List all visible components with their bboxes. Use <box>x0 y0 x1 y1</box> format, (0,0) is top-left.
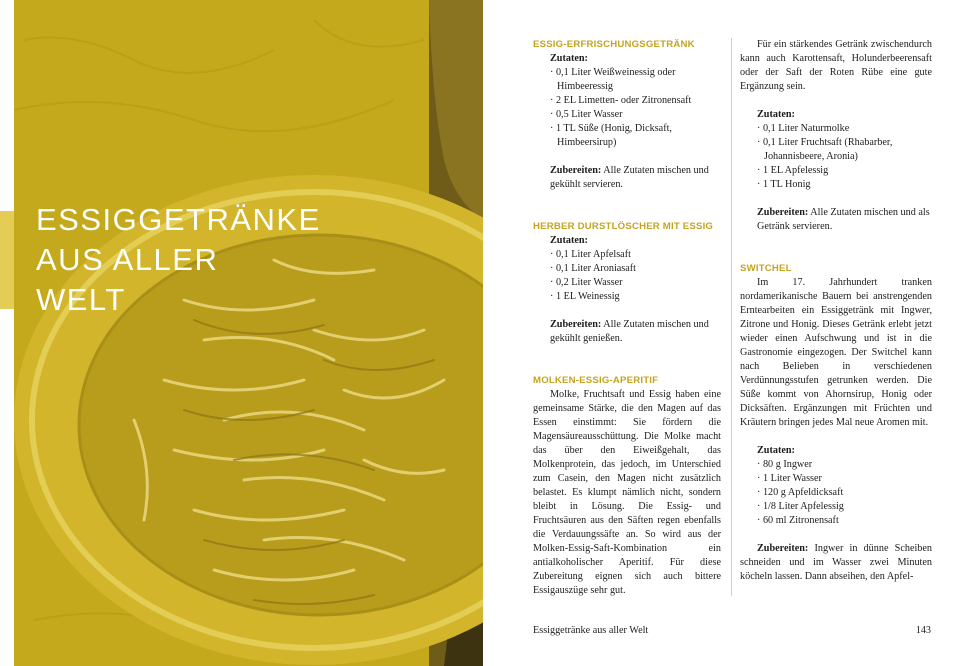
chapter-title-line-3: WELT <box>36 282 126 317</box>
recipe-intro-molke: Molke, Fruchtsaft und Essig haben eine gemeinsame Stärke, die den Magen auf das Essen einstimmt: Sie fördern die Magensäureausschüttung. Die Molke macht das über den Eiweißgehalt, das Molkenprotein, das jedoch, im Unterschied zum Casein, den Magen nicht zusätzlich belastet. Es klumpt nämlich nicht, sondern bleibt in Lösung. Die Essig- und Fruchtsäuren aus den Säften regen ebenfalls die Verdauungssäfte an. So wird aus der Molken-Essig-Saft-Kombination ein antialkoholischer Aperitif. Für diese Zubereitung eignen sich auch bittere Essigauszüge sehr gut. <box>533 389 721 596</box>
ingredient-item: · 0,1 Liter Naturmolke <box>757 122 932 136</box>
preparation-body: Alle Zutaten mischen und gekühlt servieren. <box>550 165 709 190</box>
ingredient-item: · 0,1 Liter Aroniasaft <box>550 262 721 276</box>
preparation-text <box>533 318 721 346</box>
recipe-intro-switchel: Im 17. Jahrhundert tranken nordamerikanische Bauern bei anstrengenden Erntearbeiten ein Essiggetränk mit Ingwer, Zitrone und Honig. Dieses Getränk erlebt jetzt wieder einen Aufschwung und ist in die Gastronomie eingezogen. Der Switchel kann nach Belieben in verschiedenen Verdünnungsstufen getrunken werden. Die Süße kommt von Ahornsirup, Honig oder Dicksäften. Ergänzungen mit Früchten und Kräutern bringen jedes Mal neue Aromen mit. <box>740 277 932 428</box>
ingredient-item: · 0,1 Liter Weißweinessig oder Himbeeressig <box>550 66 721 94</box>
ingredients-label: Zutaten: <box>757 109 795 120</box>
photo-illustration <box>14 0 483 666</box>
ingredient-item: · 1 TL Honig <box>757 178 932 192</box>
ingredients-label: Zutaten: <box>550 235 588 246</box>
preparation-text <box>533 164 721 192</box>
preparation-body: Ingwer in dünne Scheiben schneiden und im Wasser zwei Minuten köcheln lassen. Dann abseihen, den Apfel- <box>740 543 932 582</box>
text-column-right <box>740 38 932 584</box>
ingredient-item: · 1 EL Weinessig <box>550 290 721 304</box>
bowl-of-pickled-strips-photo <box>14 0 483 666</box>
ingredient-item: · 120 g Apfeldicksaft <box>757 486 932 500</box>
preparation-label: Zubereiten: <box>550 319 602 330</box>
recipe-heading-durstloescher: HERBER DURSTLÖSCHER MIT ESSIG <box>533 221 714 232</box>
text-column-left <box>533 38 721 598</box>
ingredient-item: · 0,1 Liter Apfelsaft <box>550 248 721 262</box>
preparation-label: Zubereiten: <box>757 543 809 554</box>
ingredients-label: Zutaten: <box>757 445 795 456</box>
preparation-text <box>740 206 932 234</box>
ingredient-item: · 0,5 Liter Wasser <box>550 108 721 122</box>
ingredient-item: · 0,2 Liter Wasser <box>550 276 721 290</box>
chapter-tab <box>0 211 14 309</box>
ingredient-item: · 0,1 Liter Fruchtsaft (Rhabarber, Johannisbeere, Aronia) <box>757 136 932 164</box>
ingredients-label: Zutaten: <box>550 53 588 64</box>
chapter-title <box>36 200 366 320</box>
ingredient-item: · 1 TL Süße (Honig, Dicksaft, Himbeersirup) <box>550 122 721 150</box>
ingredient-item: · 1/8 Liter Apfelessig <box>757 500 932 514</box>
ingredient-list <box>740 122 932 192</box>
ingredient-item: · 2 EL Limetten- oder Zitronensaft <box>550 94 721 108</box>
recipe-variation-molke: Für ein stärkendes Getränk zwischendurch kann auch Karottensaft, Holunderbeerensaft oder der Saft der Roten Rübe eine gute Ergänzung sein. <box>740 39 932 92</box>
preparation-label: Zubereiten: <box>550 165 602 176</box>
preparation-body: Alle Zutaten mischen und gekühlt genießen. <box>550 319 709 344</box>
preparation-text <box>740 542 932 584</box>
ingredient-list <box>740 458 932 528</box>
recipe-heading-erfrischung: ESSIG-ERFRISCHUNGSGETRÄNK <box>533 39 695 50</box>
ingredient-item: · 80 g Ingwer <box>757 458 932 472</box>
chapter-title-line-2: AUS ALLER <box>36 242 219 277</box>
ingredient-item: · 1 Liter Wasser <box>757 472 932 486</box>
running-title: Essiggetränke aus aller Welt <box>533 625 649 636</box>
column-divider <box>731 38 732 596</box>
chapter-title-line-1: ESSIGGETRÄNKE <box>36 202 321 237</box>
recipe-heading-switchel: SWITCHEL <box>740 263 792 274</box>
ingredient-list <box>533 248 721 304</box>
recipe-heading-molke: MOLKEN-ESSIG-APERITIF <box>533 375 659 386</box>
ingredient-item: · 1 EL Apfelessig <box>757 164 932 178</box>
preparation-body: Alle Zutaten mischen und als Getränk servieren. <box>757 207 930 232</box>
page-number: 143 <box>915 625 931 636</box>
preparation-label: Zubereiten: <box>757 207 809 218</box>
ingredient-list <box>533 66 721 150</box>
ingredient-item: · 60 ml Zitronensaft <box>757 514 932 528</box>
